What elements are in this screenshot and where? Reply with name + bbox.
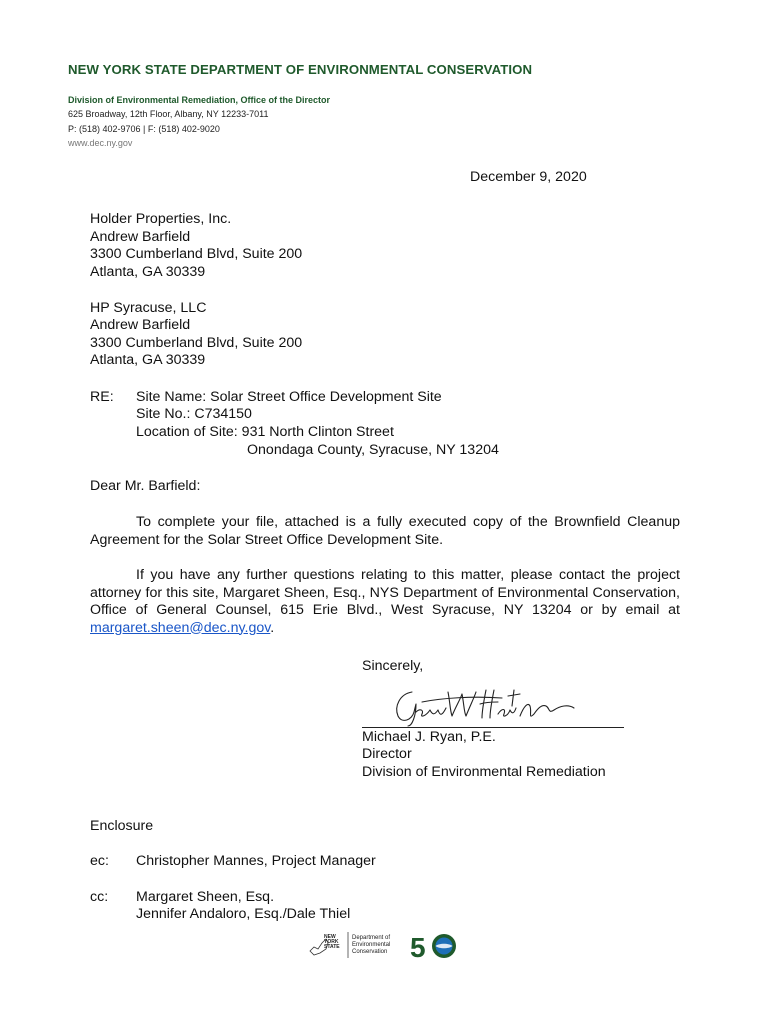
agency-title: NEW YORK STATE DEPARTMENT OF ENVIRONMENTAL CONSERVATION (68, 62, 533, 77)
signature-line (362, 727, 624, 728)
attorney-email-link[interactable]: margaret.sheen@dec.ny.gov (90, 619, 271, 636)
cc-line-1: Margaret Sheen, Esq. (136, 889, 275, 905)
division-line: Division of Environmental Remediation, Office of the Director (68, 95, 331, 105)
state-text-1: NEW (324, 934, 336, 940)
cc-label: cc: (90, 889, 109, 905)
recipient-1-line-1: Holder Properties, Inc. (90, 211, 232, 227)
paragraph-2-end: . (270, 619, 275, 636)
signatory-name: Michael J. Ryan, P.E. (362, 729, 496, 745)
closing: Sincerely, (362, 658, 424, 674)
re-site-number: Site No.: C734150 (136, 406, 252, 422)
paragraph-2-text: If you have any further questions relating to this matter, please contact the project attorney for this site, Margaret Sheen, Esq., NYS Department of Environmental Conservation, Office of General Counsel, 615 Erie Blvd., West Syracuse, NY 13204 or by email at (90, 567, 680, 618)
cc-line-2: Jennifer Andaloro, Esq./Dale Thiel (136, 906, 351, 922)
signatory-title: Director (362, 746, 412, 762)
ec-label: ec: (90, 853, 109, 869)
re-site-name: Site Name: Solar Street Office Development Site (136, 389, 442, 405)
salutation: Dear Mr. Barfield: (90, 478, 201, 494)
dec-footer-logo (306, 929, 466, 961)
state-text-2: YORK (324, 939, 339, 945)
re-location: Location of Site: 931 North Clinton Street (136, 424, 394, 440)
anniversary-digit: 5 (410, 932, 426, 961)
recipient-2-line-3: 3300 Cumberland Blvd, Suite 200 (90, 335, 303, 351)
recipient-2-line-1: HP Syracuse, LLC (90, 300, 207, 316)
dept-text-3: Conservation (352, 949, 388, 955)
dept-text-1: Department of (352, 935, 391, 941)
recipient-2-line-2: Andrew Barfield (90, 317, 191, 333)
letter-date: December 9, 2020 (470, 169, 587, 185)
body-paragraph-1: To complete your file, attached is a fully executed copy of the Brownfield Cleanup Agreement for the Solar Street Office Development Site. (90, 514, 680, 548)
phone-fax-line: P: (518) 402-9706 | F: (518) 402-9020 (68, 124, 220, 134)
enclosure-note: Enclosure (90, 818, 154, 834)
state-text-3: STATE (324, 944, 340, 950)
recipient-1-line-2: Andrew Barfield (90, 229, 191, 245)
signatory-division: Division of Environmental Remediation (362, 764, 606, 780)
address-line: 625 Broadway, 12th Floor, Albany, NY 12233-7011 (68, 109, 269, 119)
body-paragraph-2 (90, 567, 680, 637)
ec-line-1: Christopher Mannes, Project Manager (136, 853, 376, 869)
recipient-1-line-4: Atlanta, GA 30339 (90, 264, 206, 280)
dept-text-2: Environmental (352, 942, 391, 948)
re-label: RE: (90, 389, 114, 405)
handwritten-signature (382, 686, 582, 728)
recipient-1-line-3: 3300 Cumberland Blvd, Suite 200 (90, 246, 303, 262)
recipient-2-line-4: Atlanta, GA 30339 (90, 352, 206, 368)
anniversary-zero-emblem-icon (432, 934, 456, 958)
re-location-line-2: Onondaga County, Syracuse, NY 13204 (247, 442, 499, 458)
website-line: www.dec.ny.gov (68, 138, 133, 148)
